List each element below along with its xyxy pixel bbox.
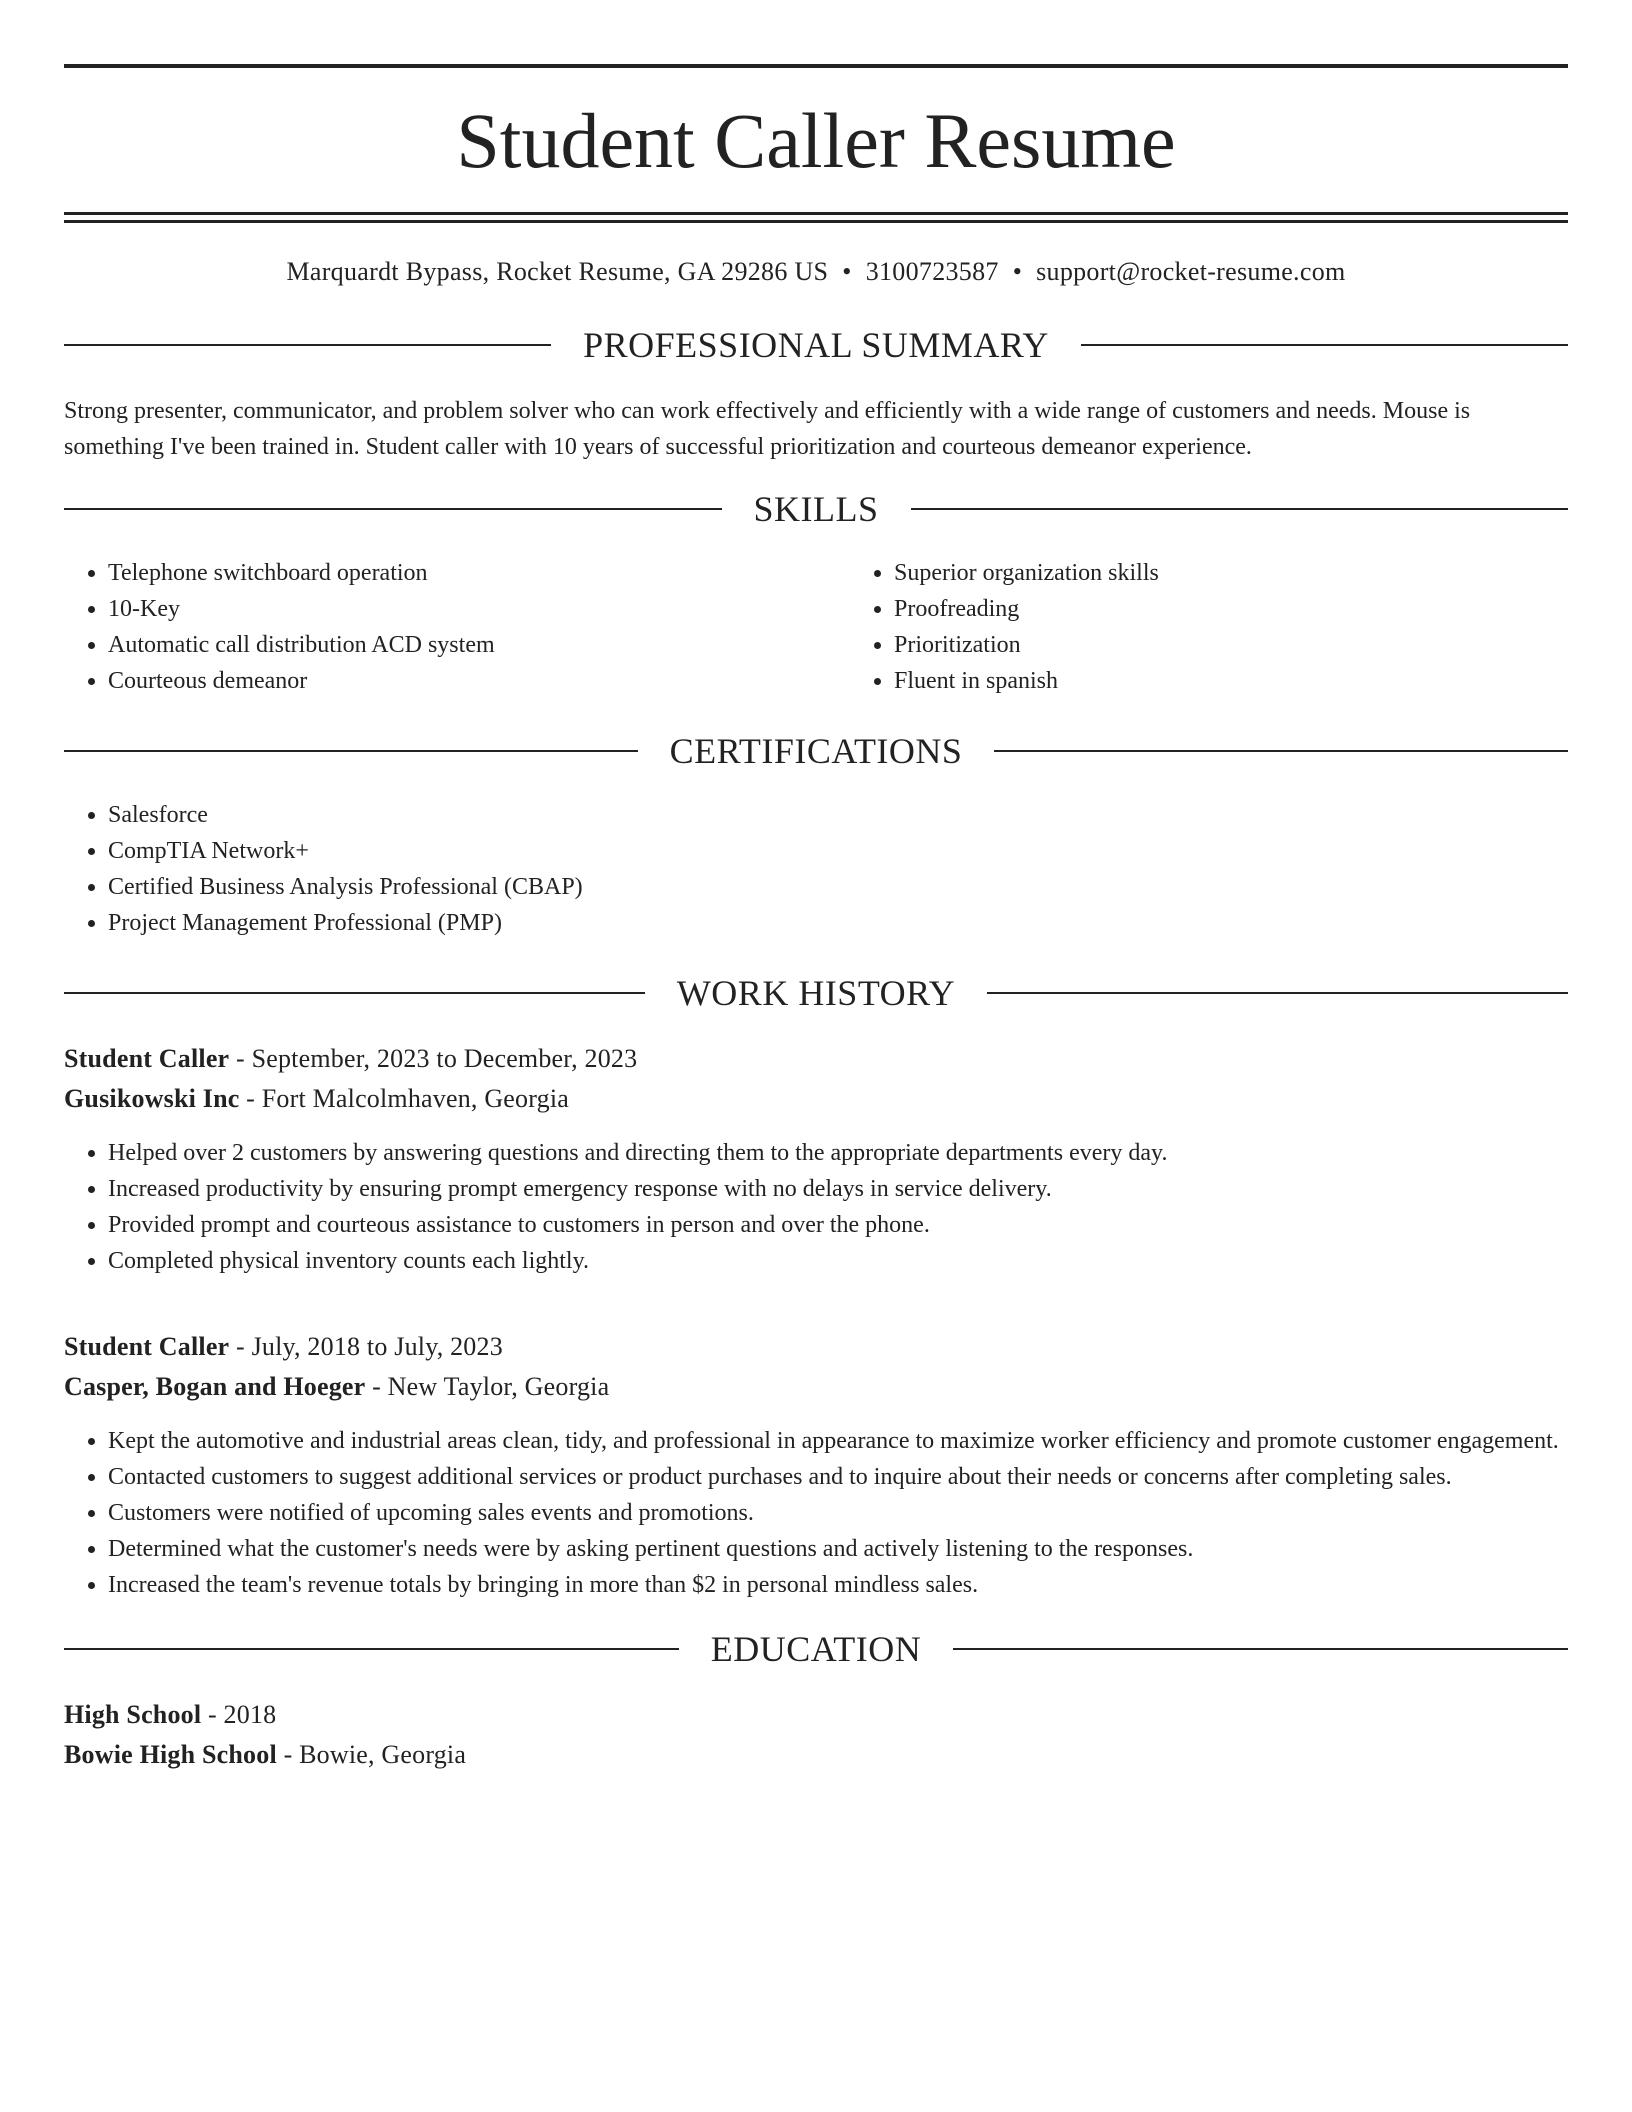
heading-rule-right — [987, 992, 1568, 994]
heading-rule-right — [1081, 344, 1568, 346]
section-heading-certifications — [64, 733, 1568, 769]
job-bullet: • Increased the team's revenue totals by bringing in more than $2 in personal mindless sales. — [108, 1567, 1568, 1603]
top-rule — [64, 64, 1568, 68]
skills-list-right — [850, 555, 1632, 699]
job-bullet: • Increased productivity by ensuring prompt emergency response with no delays in service delivery. — [108, 1171, 1568, 1207]
job-company-line — [64, 1367, 1568, 1407]
education-school-line — [64, 1735, 1568, 1775]
job-dates: - September, 2023 to December, 2023 — [229, 1044, 638, 1073]
job-entry — [64, 1039, 1568, 1279]
skill-item: • Automatic call distribution ACD system — [108, 627, 850, 663]
job-bullets — [64, 1423, 1568, 1603]
heading-rule-right — [911, 508, 1569, 510]
section-heading-skills — [64, 491, 1568, 527]
contact-separator: • — [842, 257, 852, 286]
certification-item: • CompTIA Network+ — [108, 833, 1568, 869]
heading-rule-left — [64, 750, 638, 752]
job-title: Student Caller — [64, 1044, 230, 1073]
job-bullet: • Kept the automotive and industrial areas clean, tidy, and professional in appearance to maximize worker efficiency and promote customer engagement. — [108, 1423, 1568, 1459]
contact-phone: 3100723587 — [865, 257, 999, 286]
section-title: PROFESSIONAL SUMMARY — [583, 325, 1049, 365]
skill-item: • Telephone switchboard operation — [108, 555, 850, 591]
job-bullet: • Provided prompt and courteous assistance to customers in person and over the phone. — [108, 1207, 1568, 1243]
job-title-line — [64, 1039, 1568, 1079]
job-title: Student Caller — [64, 1332, 230, 1361]
heading-rule-right — [994, 750, 1568, 752]
skill-item: • Courteous demeanor — [108, 663, 850, 699]
job-location: - New Taylor, Georgia — [365, 1372, 610, 1401]
job-company: Casper, Bogan and Hoeger — [64, 1372, 366, 1401]
title-double-rule — [64, 212, 1568, 223]
summary-text: Strong presenter, communicator, and problem solver who can work effectively and efficiently with a wide range of customers and needs. Mouse is something I've been trained in. Student caller with 10 years of successful prioritization and courteous demeanor experience. — [64, 398, 1471, 460]
skill-item: • Proofreading — [894, 591, 1632, 627]
section-title: WORK HISTORY — [676, 973, 956, 1013]
job-entry — [64, 1327, 1568, 1603]
job-location: - Fort Malcolmhaven, Georgia — [239, 1084, 570, 1113]
education-entry — [64, 1695, 1568, 1775]
job-title-line — [64, 1327, 1568, 1367]
skill-item: • Superior organization skills — [894, 555, 1632, 591]
section-heading-work-history — [64, 975, 1568, 1011]
job-bullet: • Contacted customers to suggest additional services or product purchases and to inquire about their needs or concerns after completing sales. — [108, 1459, 1568, 1495]
heading-rule-left — [64, 1648, 679, 1650]
job-bullet: • Completed physical inventory counts each lightly. — [108, 1243, 1568, 1279]
skill-item: • Prioritization — [894, 627, 1632, 663]
resume-title: Student Caller Resume — [456, 97, 1176, 184]
skill-item: • Fluent in spanish — [894, 663, 1632, 699]
section-heading-education — [64, 1631, 1568, 1667]
section-heading-summary — [64, 327, 1568, 363]
skills-list-left — [64, 555, 850, 699]
job-bullet: • Customers were notified of upcoming sales events and promotions. — [108, 1495, 1568, 1531]
job-company-line — [64, 1079, 1568, 1119]
contact-separator: • — [1012, 257, 1023, 286]
contact-line — [64, 257, 1568, 287]
certifications-list — [64, 797, 1568, 941]
certification-item: • Salesforce — [108, 797, 1568, 833]
job-company: Gusikowski Inc — [64, 1084, 240, 1113]
education-school: Bowie High School — [64, 1740, 277, 1769]
certification-item: • Certified Business Analysis Professional (CBAP) — [108, 869, 1568, 905]
education-degree: High School — [64, 1700, 202, 1729]
heading-rule-left — [64, 508, 722, 510]
education-degree-line — [64, 1695, 1568, 1735]
resume-page — [64, 64, 1568, 1775]
skills-columns — [64, 555, 1568, 699]
section-title: CERTIFICATIONS — [669, 731, 963, 771]
heading-rule-left — [64, 344, 551, 346]
job-bullets — [64, 1135, 1568, 1279]
heading-rule-left — [64, 992, 645, 994]
job-dates: - July, 2018 to July, 2023 — [229, 1332, 503, 1361]
job-bullet: • Helped over 2 customers by answering questions and directing them to the appropriate departments every day. — [108, 1135, 1568, 1171]
education-year: - 2018 — [201, 1700, 277, 1729]
skill-item: • 10-Key — [108, 591, 850, 627]
certification-item: • Project Management Professional (PMP) — [108, 905, 1568, 941]
section-title: EDUCATION — [710, 1629, 922, 1669]
heading-rule-right — [953, 1648, 1568, 1650]
contact-email: support@rocket-resume.com — [1036, 257, 1346, 286]
section-title: SKILLS — [753, 489, 879, 529]
job-bullet: • Determined what the customer's needs were by asking pertinent questions and actively listening to the responses. — [108, 1531, 1568, 1567]
education-location: - Bowie, Georgia — [276, 1740, 467, 1769]
contact-address: Marquardt Bypass, Rocket Resume, GA 29286 US — [286, 257, 829, 286]
